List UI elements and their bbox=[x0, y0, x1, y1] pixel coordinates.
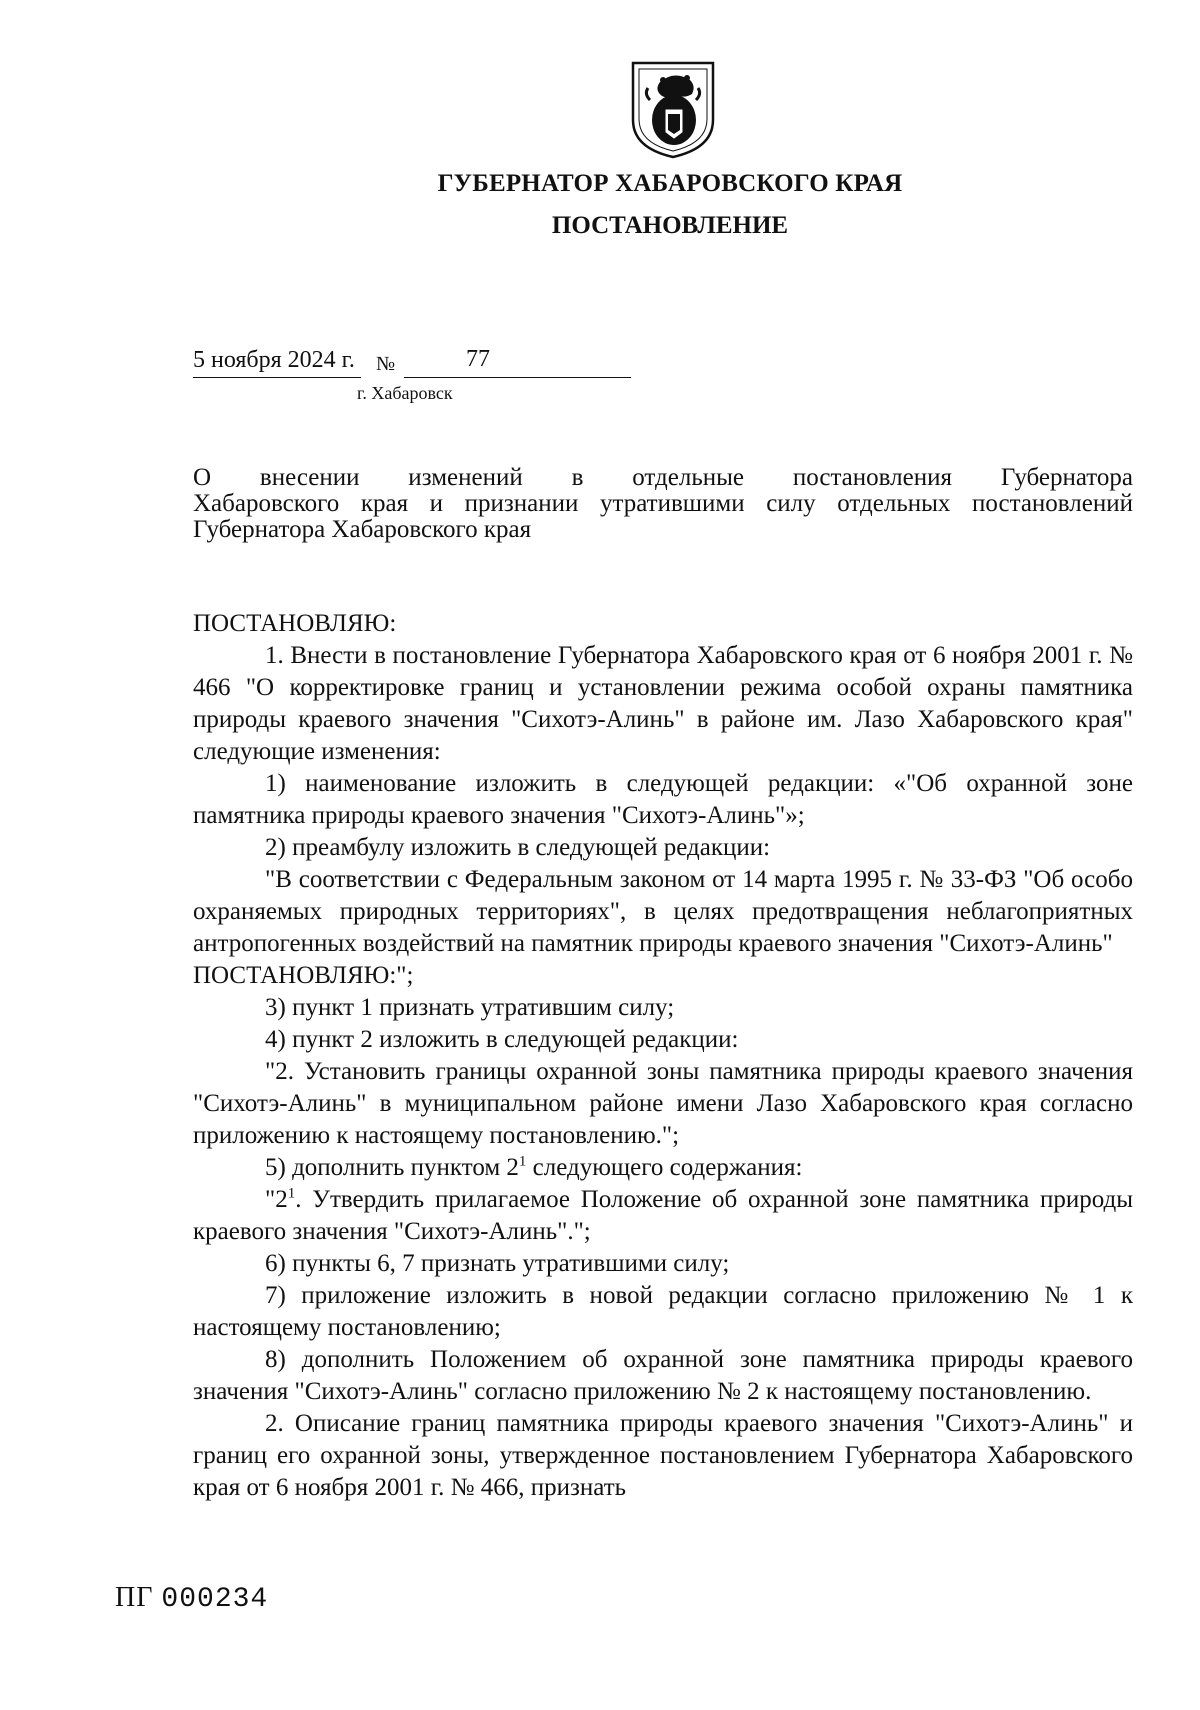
paragraph: 3) пункт 1 признать утратившим силу; bbox=[265, 994, 675, 1021]
subject-line: Хабаровского края и признании утратившими силу отдельных постановлений bbox=[193, 490, 1133, 517]
subject-line: О внесении изменений в отдельные постановления Губернатора bbox=[193, 464, 1133, 491]
number-underline bbox=[404, 377, 631, 378]
paragraph: 2) преамбулу изложить в следующей редакции: bbox=[265, 834, 771, 861]
document-number: 77 bbox=[466, 346, 490, 372]
number-sign: № bbox=[376, 353, 396, 375]
paragraph: 1. Внести в постановление Губернатора Хабаровского края от 6 ноября 2001 г. № 466 "О корректировке границ и установлении режима особой охраны памятника природы краевого значения "Сихотэ-Алинь" в районе им. Лазо Хабаровского края" следующие изменения: bbox=[193, 642, 1133, 765]
issuer-title: ГУБЕРНАТОР ХАБАРОВСКОГО КРАЯ bbox=[437, 170, 903, 197]
document-subject bbox=[193, 465, 1133, 543]
coat-of-arms-icon bbox=[630, 60, 716, 160]
paragraph: ПОСТАНОВЛЯЮ:"; bbox=[193, 962, 414, 989]
form-code bbox=[115, 1582, 268, 1615]
superscript: 1 bbox=[287, 1185, 296, 1202]
paragraph: 4) пункт 2 изложить в следующей редакции: bbox=[265, 1026, 739, 1053]
paragraph: "2. Установить границы охранной зоны памятника природы краевого значения "Сихотэ-Алинь" в муниципальном районе имени Лазо Хабаровского края согласно приложению к настоящему постановлению."; bbox=[193, 1058, 1133, 1149]
document-date: 5 ноября 2024 г. bbox=[193, 347, 355, 373]
paragraph: 7) приложение изложить в новой редакции согласно приложению № 1 к настоящему постановлению; bbox=[193, 1282, 1133, 1341]
paragraph: 1) наименование изложить в следующей редакции: «"Об охранной зоне памятника природы краевого значения "Сихотэ-Алинь"»; bbox=[193, 770, 1133, 829]
paragraph-text: . Утвердить прилагаемое Положение об охранной зоне памятника природы краевого значения "Сихотэ-Алинь"."; bbox=[193, 1186, 1133, 1245]
form-code-number: 000234 bbox=[161, 1584, 269, 1615]
document-type: ПОСТАНОВЛЕНИЕ bbox=[551, 212, 789, 239]
paragraph: "В соответствии с Федеральным законом от 14 марта 1995 г. № 33-ФЗ "Об особо охраняемых природных территориях", в целях предотвращения неблагоприятных антропогенных воздействий на памятник природы краевого значения "Сихотэ-Алинь" bbox=[193, 866, 1133, 957]
paragraph: 8) дополнить Положением об охранной зоне памятника природы краевого значения "Сихотэ-Алинь" согласно приложению № 2 к настоящему постановлению. bbox=[193, 1346, 1133, 1405]
form-code-prefix: ПГ bbox=[115, 1582, 154, 1613]
paragraph-text: "2 bbox=[265, 1186, 288, 1213]
decree-heading: ПОСТАНОВЛЯЮ: bbox=[193, 610, 397, 637]
paragraph-text: 5) дополнить пунктом 2 bbox=[265, 1154, 519, 1181]
superscript: 1 bbox=[518, 1153, 527, 1170]
date-underline bbox=[193, 377, 361, 378]
paragraph bbox=[193, 1152, 1133, 1184]
subject-line: Губернатора Хабаровского края bbox=[193, 516, 532, 543]
paragraph: 2. Описание границ памятника природы краевого значения "Сихотэ-Алинь" и границ его охранной зоны, утвержденное постановлением Губернатора Хабаровского края от 6 ноября 2001 г. № 466, признать bbox=[193, 1410, 1133, 1501]
paragraph: 6) пункты 6, 7 признать утратившими силу; bbox=[265, 1250, 730, 1277]
paragraph-text: следующего содержания: bbox=[526, 1154, 803, 1181]
document-body bbox=[193, 608, 1133, 1504]
paragraph bbox=[193, 1184, 1133, 1248]
document-city: г. Хабаровск bbox=[357, 383, 453, 403]
